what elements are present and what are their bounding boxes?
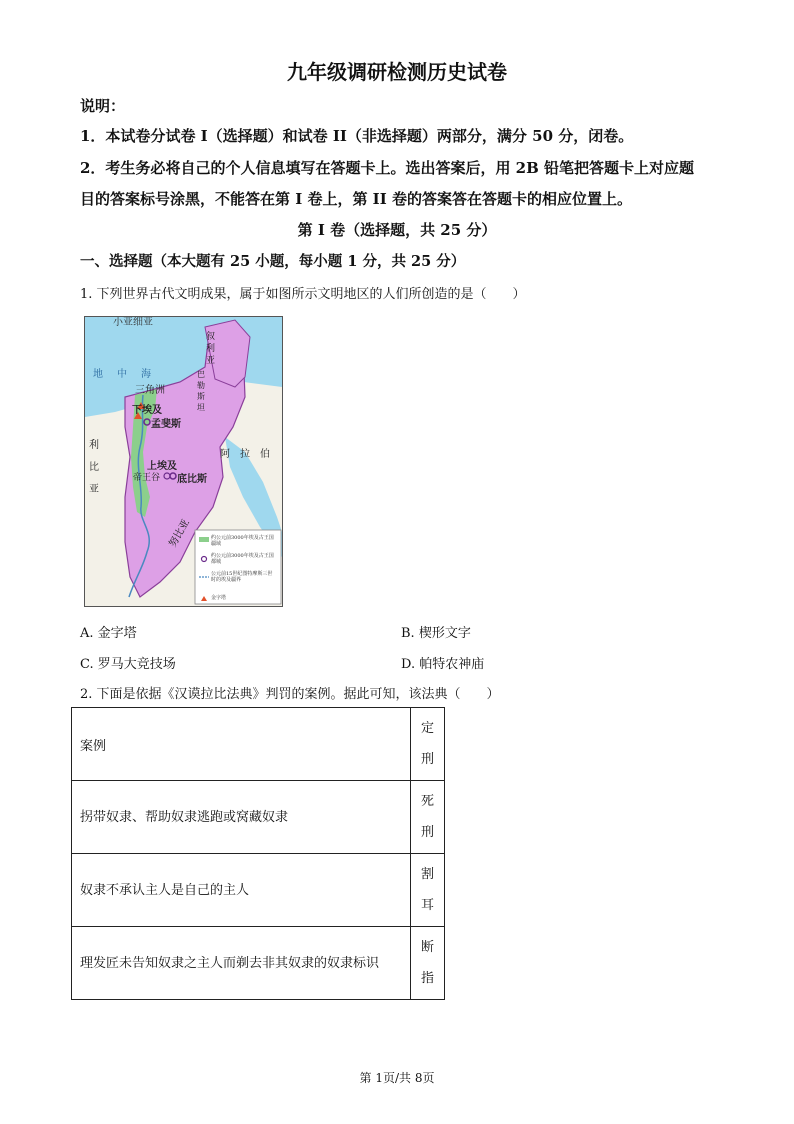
- table-header-row: [72, 708, 445, 781]
- q1-option-c: C. 罗马大竞技场: [80, 657, 176, 672]
- table-cell-case: [72, 927, 411, 1000]
- table-header-penalty: [411, 708, 445, 781]
- map-legend-item-1: 约公元前3000年埃及古王国疆域: [211, 535, 274, 547]
- map-label-mediterranean: 地中海: [93, 369, 165, 380]
- ancient-egypt-map: [84, 316, 283, 607]
- part-1-heading: 第 I 卷（选择题，共 25 分）: [297, 221, 497, 239]
- map-label-asia-minor: 小亚细亚: [113, 317, 153, 328]
- map-label-upper-egypt: 上埃及: [147, 461, 177, 472]
- q1-option-b: B. 楔形文字: [401, 626, 471, 641]
- table-cell-penalty: [411, 927, 445, 1000]
- penalty-char: 指: [420, 971, 434, 986]
- map-legend-item-3: 公元前15世纪图特摩斯三世时的埃及疆界: [211, 571, 273, 583]
- header-penalty-char-1: 定: [420, 721, 434, 736]
- table-header-case: [72, 708, 411, 781]
- notes-heading: 说明：: [80, 97, 126, 115]
- notes-item-2-line-1: 2．考生务必将自己的个人信息填写在答题卡上。选出答案后，用 2B 铅笔把答题卡上对应题: [80, 159, 695, 177]
- table-row: [72, 927, 445, 1000]
- question-1-stem: 1. 下列世界古代文明成果，属于如图所示文明地区的人们所创造的是（ ）: [80, 287, 526, 302]
- table-cell-penalty: [411, 781, 445, 854]
- table-cell-case: [72, 854, 411, 927]
- map-legend-item-2: 约公元前3000年埃及古王国都城: [211, 553, 274, 565]
- header-penalty-char-2: 刑: [420, 752, 434, 767]
- map-label-palestine: 巴勒斯坦: [197, 370, 205, 412]
- table-cell-case: [72, 781, 411, 854]
- page-footer: 第 1页/共 8页: [359, 1071, 435, 1085]
- table-row: [72, 854, 445, 927]
- case-text: 拐带奴隶、帮助奴隶逃跑或窝藏奴隶: [80, 809, 289, 825]
- notes-item-2-line-2: 目的答案标号涂黑，不能答在第 I 卷上，第 II 卷的答案答在答题卡的相应位置上。: [80, 190, 632, 208]
- section-1-heading: 一、选择题（本大题有 25 小题，每小题 1 分，共 25 分）: [80, 253, 466, 270]
- table-row: [72, 781, 445, 854]
- map-label-memphis: 孟斐斯: [151, 419, 181, 430]
- map-label-syria: 叙利亚: [206, 332, 216, 366]
- q1-option-a: A. 金字塔: [80, 626, 137, 641]
- header-case-label: 案例: [80, 738, 107, 754]
- question-2-stem: 2. 下面是依据《汉谟拉比法典》判罚的案例。据此可知，该法典（ ）: [80, 687, 500, 702]
- penalty-char: 割: [420, 867, 434, 882]
- penalty-char: 断: [420, 940, 434, 955]
- case-text: 理发匠未告知奴隶之主人而剃去非其奴隶的奴隶标识: [80, 955, 380, 971]
- case-text: 奴隶不承认主人是自己的主人: [80, 882, 250, 898]
- hammurabi-case-table: [71, 707, 445, 1000]
- map-label-nubia: 努比亚: [167, 517, 192, 550]
- map-legend-item-4: 金字塔: [211, 595, 227, 601]
- map-label-valley-of-kings: 帝王谷: [133, 473, 161, 483]
- penalty-char: 死: [420, 794, 434, 809]
- map-label-thebes: 底比斯: [177, 474, 207, 485]
- map-label-libya: 利比亚: [89, 440, 99, 495]
- map-label-arabia: 阿拉伯: [220, 449, 280, 460]
- page-title: 九年级调研检测历史试卷: [287, 60, 507, 84]
- penalty-char: 刑: [420, 825, 434, 840]
- q1-option-d: D. 帕特农神庙: [401, 657, 485, 672]
- table-cell-penalty: [411, 854, 445, 927]
- map-label-lower-egypt: 下埃及: [132, 405, 162, 416]
- map-label-delta: 三角洲: [135, 385, 165, 396]
- penalty-char: 耳: [420, 898, 434, 913]
- notes-item-1: 1．本试卷分试卷 I（选择题）和试卷 II（非选择题）两部分，满分 50 分，闭卷。: [80, 127, 634, 145]
